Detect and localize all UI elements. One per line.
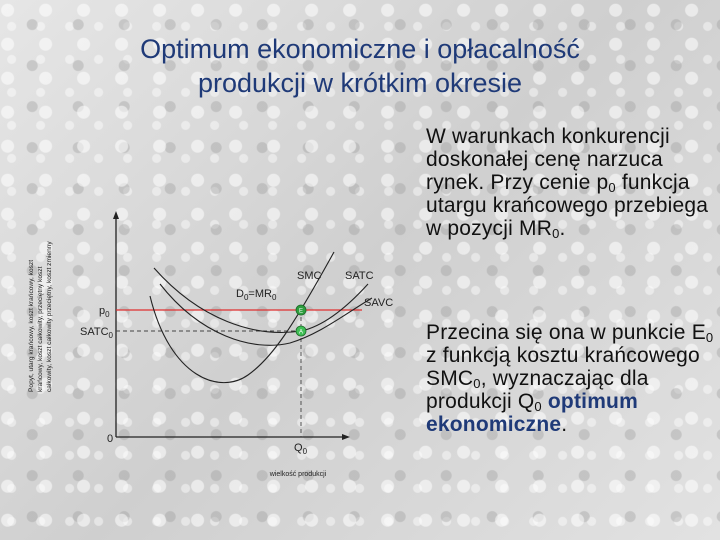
y-axis-label-line-2: krańcowy, koszt całkowity, przeciętny koszt — [37, 266, 44, 392]
explanation-paragraph-2: Przecina się ona w punkcie $E_0$ z funkcją kosztu krańcowego $SMC_0$, wyznaczając dla produkcji $Q_0$ optimum ekonomiczne. — [426, 321, 714, 436]
origin-label: 0 — [107, 433, 114, 445]
satc-curve — [154, 268, 368, 332]
title-line-2: produkcji w krótkim okresie — [197, 68, 523, 98]
satc-level-label: $SATC_0$ — [80, 326, 113, 340]
price-label: $p_0$ — [99, 305, 110, 319]
y-axis-arrow-icon — [113, 211, 119, 219]
title-line-1: Optimum ekonomiczne i opłacalność — [140, 34, 580, 64]
y-axis-label-line-3: całkowity, koszt całkowity przeciętny, koszt zmienny — [46, 241, 53, 392]
point-a-label: A — [298, 329, 304, 336]
x-axis-arrow-icon — [342, 434, 350, 440]
satc-label: SATC — [345, 270, 374, 282]
demand-mr-label: $D_0=MR_0$ — [236, 288, 277, 302]
savc-label: SAVC — [364, 297, 394, 309]
optimum-ekonomiczne-highlight: optimum ekonomiczne — [426, 390, 638, 436]
smc-label: SMC — [297, 270, 322, 282]
y-axis-label-line-1: Popyt, utarg krańcowy, koszt krańcowy, koszt — [28, 259, 35, 392]
x-axis-label: wielkość produkcji — [269, 471, 327, 478]
explanation-paragraph-1: W warunkach konkurencji doskonałej cenę narzuca rynek. Przy cenie $p_0$ funkcja utargu krańcowego przebiega w pozycji $MR_0$. — [426, 125, 709, 241]
point-e-label: E — [298, 308, 304, 315]
quantity-label: $Q_0$ — [294, 442, 308, 456]
